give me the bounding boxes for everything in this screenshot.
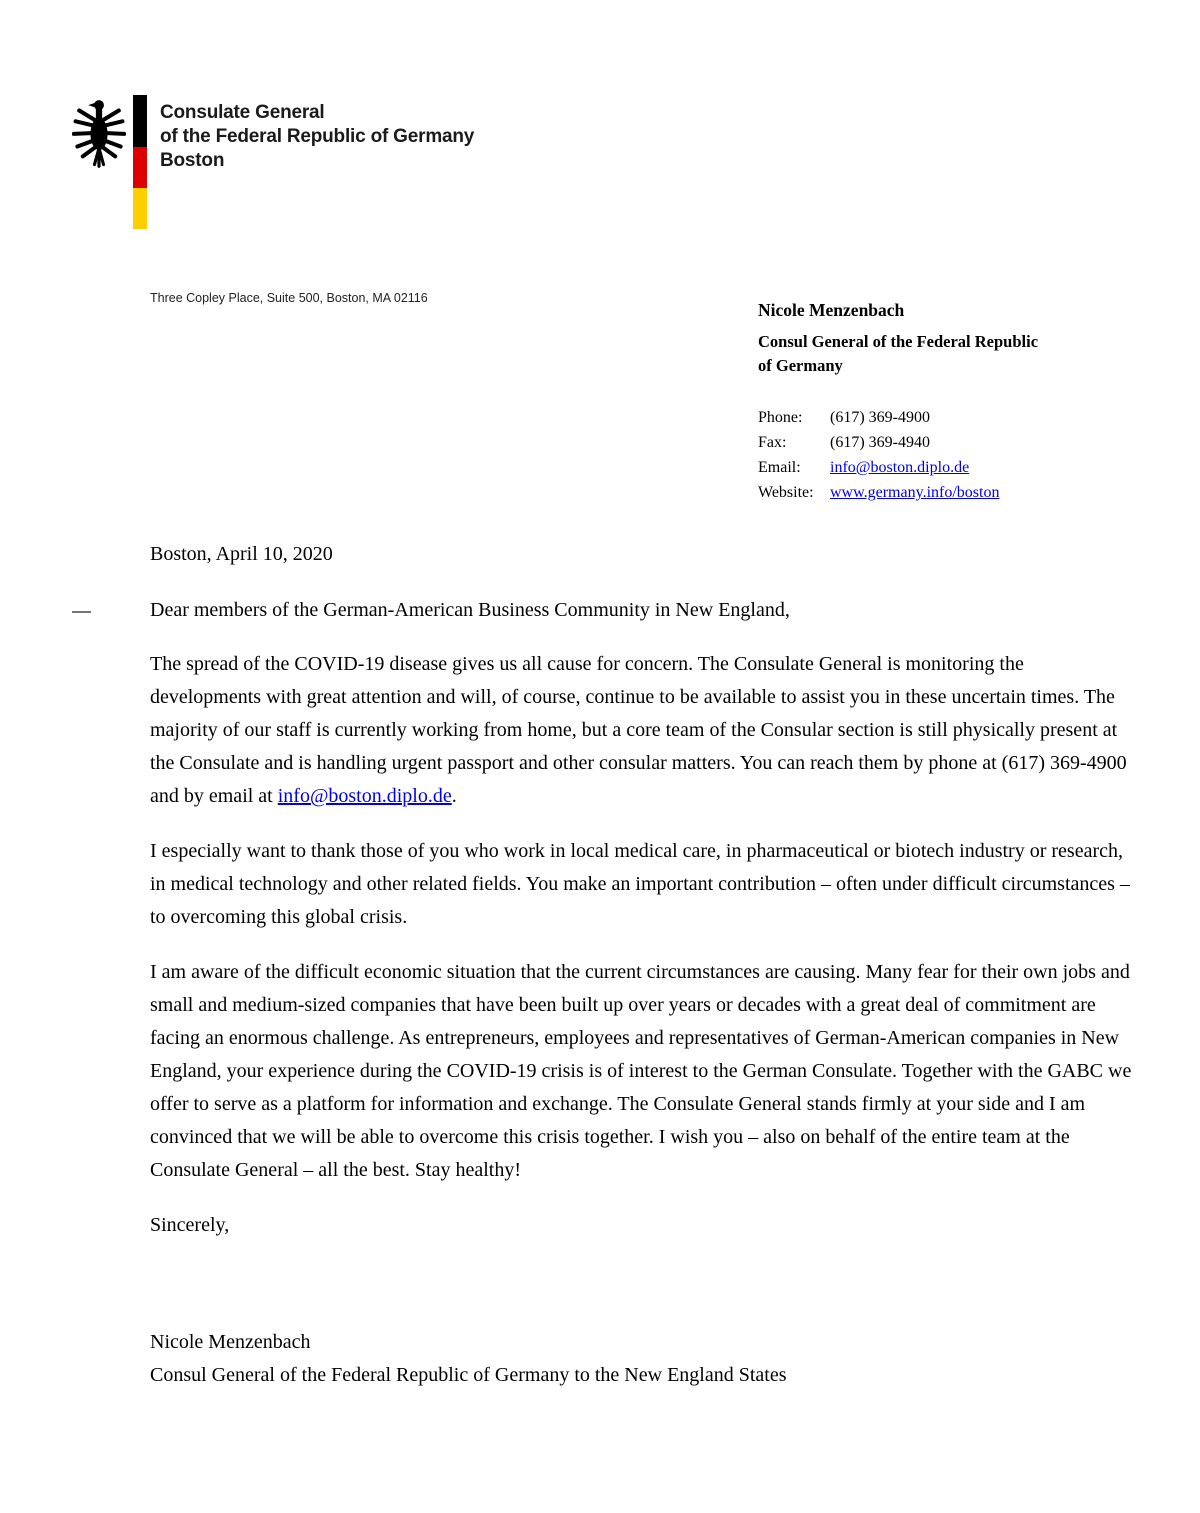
salutation: Dear members of the German-American Business Community in New England, <box>150 599 790 621</box>
contact-row-fax <box>758 430 1118 455</box>
letter-body <box>150 538 1137 1392</box>
contact-row-website <box>758 480 1118 505</box>
flag-gold-band <box>133 188 147 229</box>
phone-label: Phone: <box>758 409 803 426</box>
closing: Sincerely, <box>150 1214 230 1236</box>
body-email-link[interactable]: info@boston.diplo.de <box>277 785 452 807</box>
consulate-address: Three Copley Place, Suite 500, Boston, MA 02116 <box>150 291 428 305</box>
fold-mark <box>72 611 91 613</box>
website-label: Website: <box>758 484 814 501</box>
fax-value: (617) 369-4940 <box>830 434 930 451</box>
paragraph-1-period: . <box>451 785 457 807</box>
signature-title: Consul General of the Federal Republic of Germany to the New England States <box>150 1364 787 1386</box>
german-flag-stripe <box>133 95 147 229</box>
phone-value: (617) 369-4900 <box>830 409 930 426</box>
signature-block <box>150 1326 1137 1392</box>
org-line3: Boston <box>160 150 225 171</box>
contact-row-phone <box>758 405 1118 430</box>
german-federal-eagle-icon <box>72 97 126 169</box>
contact-rows <box>758 405 1118 505</box>
contact-title <box>758 330 1118 378</box>
letterhead-logo <box>72 95 474 229</box>
contact-row-email <box>758 455 1118 480</box>
email-label: Email: <box>758 459 801 476</box>
contact-block <box>758 300 1118 505</box>
paragraph-3: I am aware of the difficult economic situation that the current circumstances are causing. Many fear for their own jobs and small and medium-sized companies that have been built up over years or decades with a great deal of commitment are facing an enormous challenge. As entrepreneurs, employees and representatives of German-American companies in New England, your experience during the COVID-19 crisis is of interest to the German Consulate. Together with the GABC we offer to serve as a platform for information and exchange. The Consulate General stands firmly at your side and I am convinced that we will be able to overcome this crisis together. I wish you – also on behalf of the entire team at the Consulate General – all the best. Stay healthy! <box>150 961 1132 1181</box>
contact-name: Nicole Menzenbach <box>758 300 905 320</box>
contact-title-line1: Consul General of the Federal Republic <box>758 332 1039 351</box>
org-line2: of the Federal Republic of Germany <box>160 126 475 147</box>
contact-title-line2: of Germany <box>758 356 843 375</box>
flag-black-band <box>133 95 147 147</box>
paragraph-1-text: The spread of the COVID-19 disease gives us all cause for concern. The Consulate General is monitoring the developments with great attention and will, of course, continue to be available to assist you in these uncertain times. The majority of our staff is currently working from home, but a core team of the Consular section is still physically present at the Consulate and is handling urgent passport and other consular matters. You can reach them by phone at (617) 369-4900 and by email at <box>150 653 1127 807</box>
org-name-block <box>160 101 474 173</box>
paragraph-1 <box>150 648 1137 813</box>
fax-label: Fax: <box>758 434 787 451</box>
flag-red-band <box>133 147 147 188</box>
website-link[interactable]: www.germany.info/boston <box>830 484 1000 501</box>
paragraph-2: I especially want to thank those of you who work in local medical care, in pharmaceutical or biotech industry or research, in medical technology and other related fields. You make an important contribution – often under difficult circumstances – to overcoming this global crisis. <box>150 840 1130 928</box>
email-link[interactable]: info@boston.diplo.de <box>830 459 970 476</box>
org-line1: Consulate General <box>160 102 325 123</box>
dateline: Boston, April 10, 2020 <box>150 543 333 565</box>
signature-name: Nicole Menzenbach <box>150 1331 311 1353</box>
